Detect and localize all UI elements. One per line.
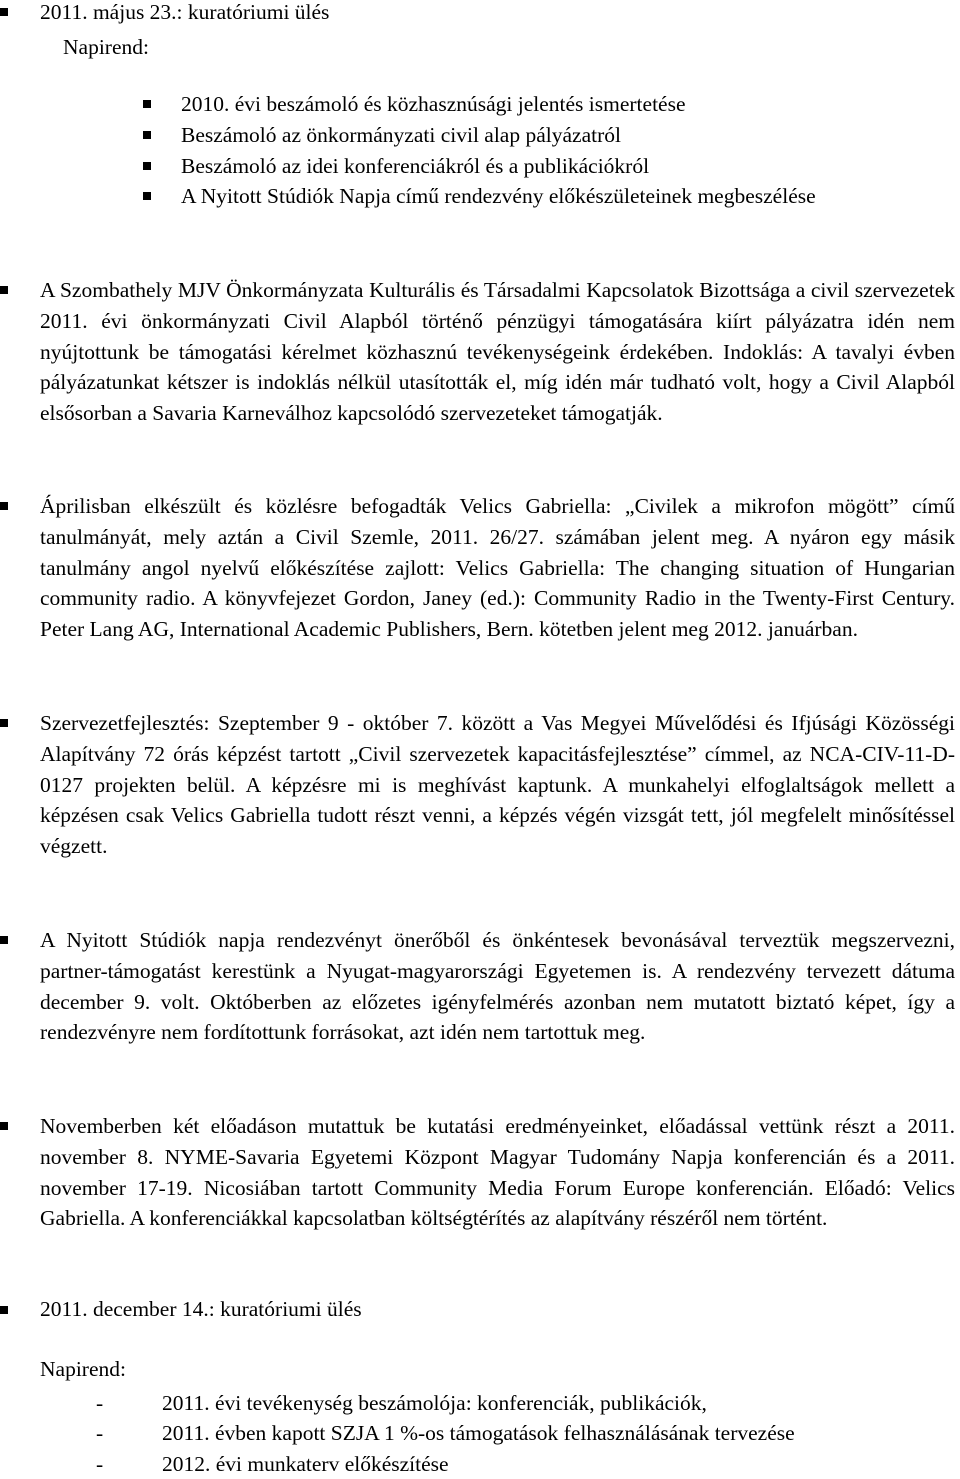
bullet-icon [0,936,8,944]
bullet-icon [0,8,8,16]
agenda-label: Napirend: [40,1357,126,1381]
meeting-heading: 2011. május 23.: kuratóriumi ülés [40,0,330,24]
meeting-heading: 2011. december 14.: kuratóriumi ülés [40,1297,362,1321]
report-paragraph: Szervezetfejlesztés: Szeptember 9 - október 7. között a Vas Megyei Művelődési és Ifjúsági Közösségi Alapítvány 72 órás képzést tartott „Civil szervezetek kapacitásfejlesztése” címmel, az NCA-CIV-11-D-0127 projekten belül. A képzésre mi is meghívást kaptunk. A munkahelyi elfoglaltságok mellett a képzésen csak Velics Gabriella tudott részt venni, a képzés végén vizsgát tett, jól megfelelt minősítéssel végzett. [40,711,955,859]
bullet-icon [0,1122,8,1130]
bullet-icon [0,502,8,510]
agenda-label: Napirend: [63,35,149,59]
bullet-icon [0,719,8,727]
agenda-item: 2011. évi tevékenység beszámolója: konferenciák, publikációk, [162,1391,707,1415]
agenda-item: 2012. évi munkaterv előkészítése [162,1452,449,1476]
bullet-icon [143,192,151,200]
agenda-item: Beszámoló az önkormányzati civil alap pályázatról [181,123,621,147]
bullet-icon [143,162,151,170]
bullet-icon [0,1306,8,1314]
report-paragraph: A Nyitott Stúdiók napja rendezvényt önerőből és önkéntesek bevonásával terveztük megszervezni, partner-támogatást kerestünk a Nyugat-magyarországi Egyetemen is. A rendezvény tervezett dátuma december 9. volt. Októberben az előzetes igényfelmérés azonban nem mutatott biztató képet, így a rendezvényre nem fordítottunk forrásokat, azt idén nem tartottuk meg. [40,928,955,1045]
dash-marker: - [96,1421,104,1445]
report-paragraph: A Szombathely MJV Önkormányzata Kulturális és Társadalmi Kapcsolatok Bizottsága a civil szervezetek 2011. évi önkormányzati Civil Alapból történő pénzügyi támogatására kiírt pályázatra idén nem nyújtottunk be támogatási kérelmet közhasznú tevékenységeink érdekében. Indoklás: A tavalyi évben pályázatunkat kétszer is indoklás nélkül utasították el, míg idén már tudható volt, hogy a Civil Alapból elsősorban a Savaria Karneválhoz kapcsolódó szervezeteket támogatják. [40,278,955,426]
report-paragraph: Áprilisban elkészült és közlésre befogadták Velics Gabriella: „Civilek a mikrofon mögött” című tanulmányát, mely aztán a Civil Szemle, 2011. 26/27. számában jelent meg. A nyáron egy másik tanulmány angol nyelvű előkészítése zajlott: Velics Gabriella: The changing situation of Hungarian community radio. A könyvfejezet Gordon, Janey (ed.): Community Radio in the Twenty-First Century. Peter Lang AG, International Academic Publishers, Bern. kötetben jelent meg 2012. januárban. [40,494,955,642]
agenda-item: A Nyitott Stúdiók Napja című rendezvény előkészületeinek megbeszélése [181,184,816,208]
dash-marker: - [96,1452,104,1476]
agenda-item: Beszámoló az idei konferenciákról és a publikációkról [181,154,650,178]
report-paragraph: Novemberben két előadáson mutattuk be kutatási eredményeinket, előadással vettünk részt a 2011. november 8. NYME-Savaria Egyetemi Központ Magyar Tudomány Napja konferencián és a 2011. november 17-19. Nicosiában tartott Community Media Forum Europe konferencián. Előadó: Velics Gabriella. A konferenciákkal kapcsolatban költségtérítés az alapítvány részéről nem történt. [40,1114,955,1231]
dash-marker: - [96,1391,104,1415]
agenda-item: 2010. évi beszámoló és közhasznúsági jelentés ismertetése [181,92,686,116]
agenda-item: 2011. évben kapott SZJA 1 %-os támogatások felhasználásának tervezése [162,1421,795,1445]
bullet-icon [143,131,151,139]
bullet-icon [0,286,8,294]
bullet-icon [143,100,151,108]
